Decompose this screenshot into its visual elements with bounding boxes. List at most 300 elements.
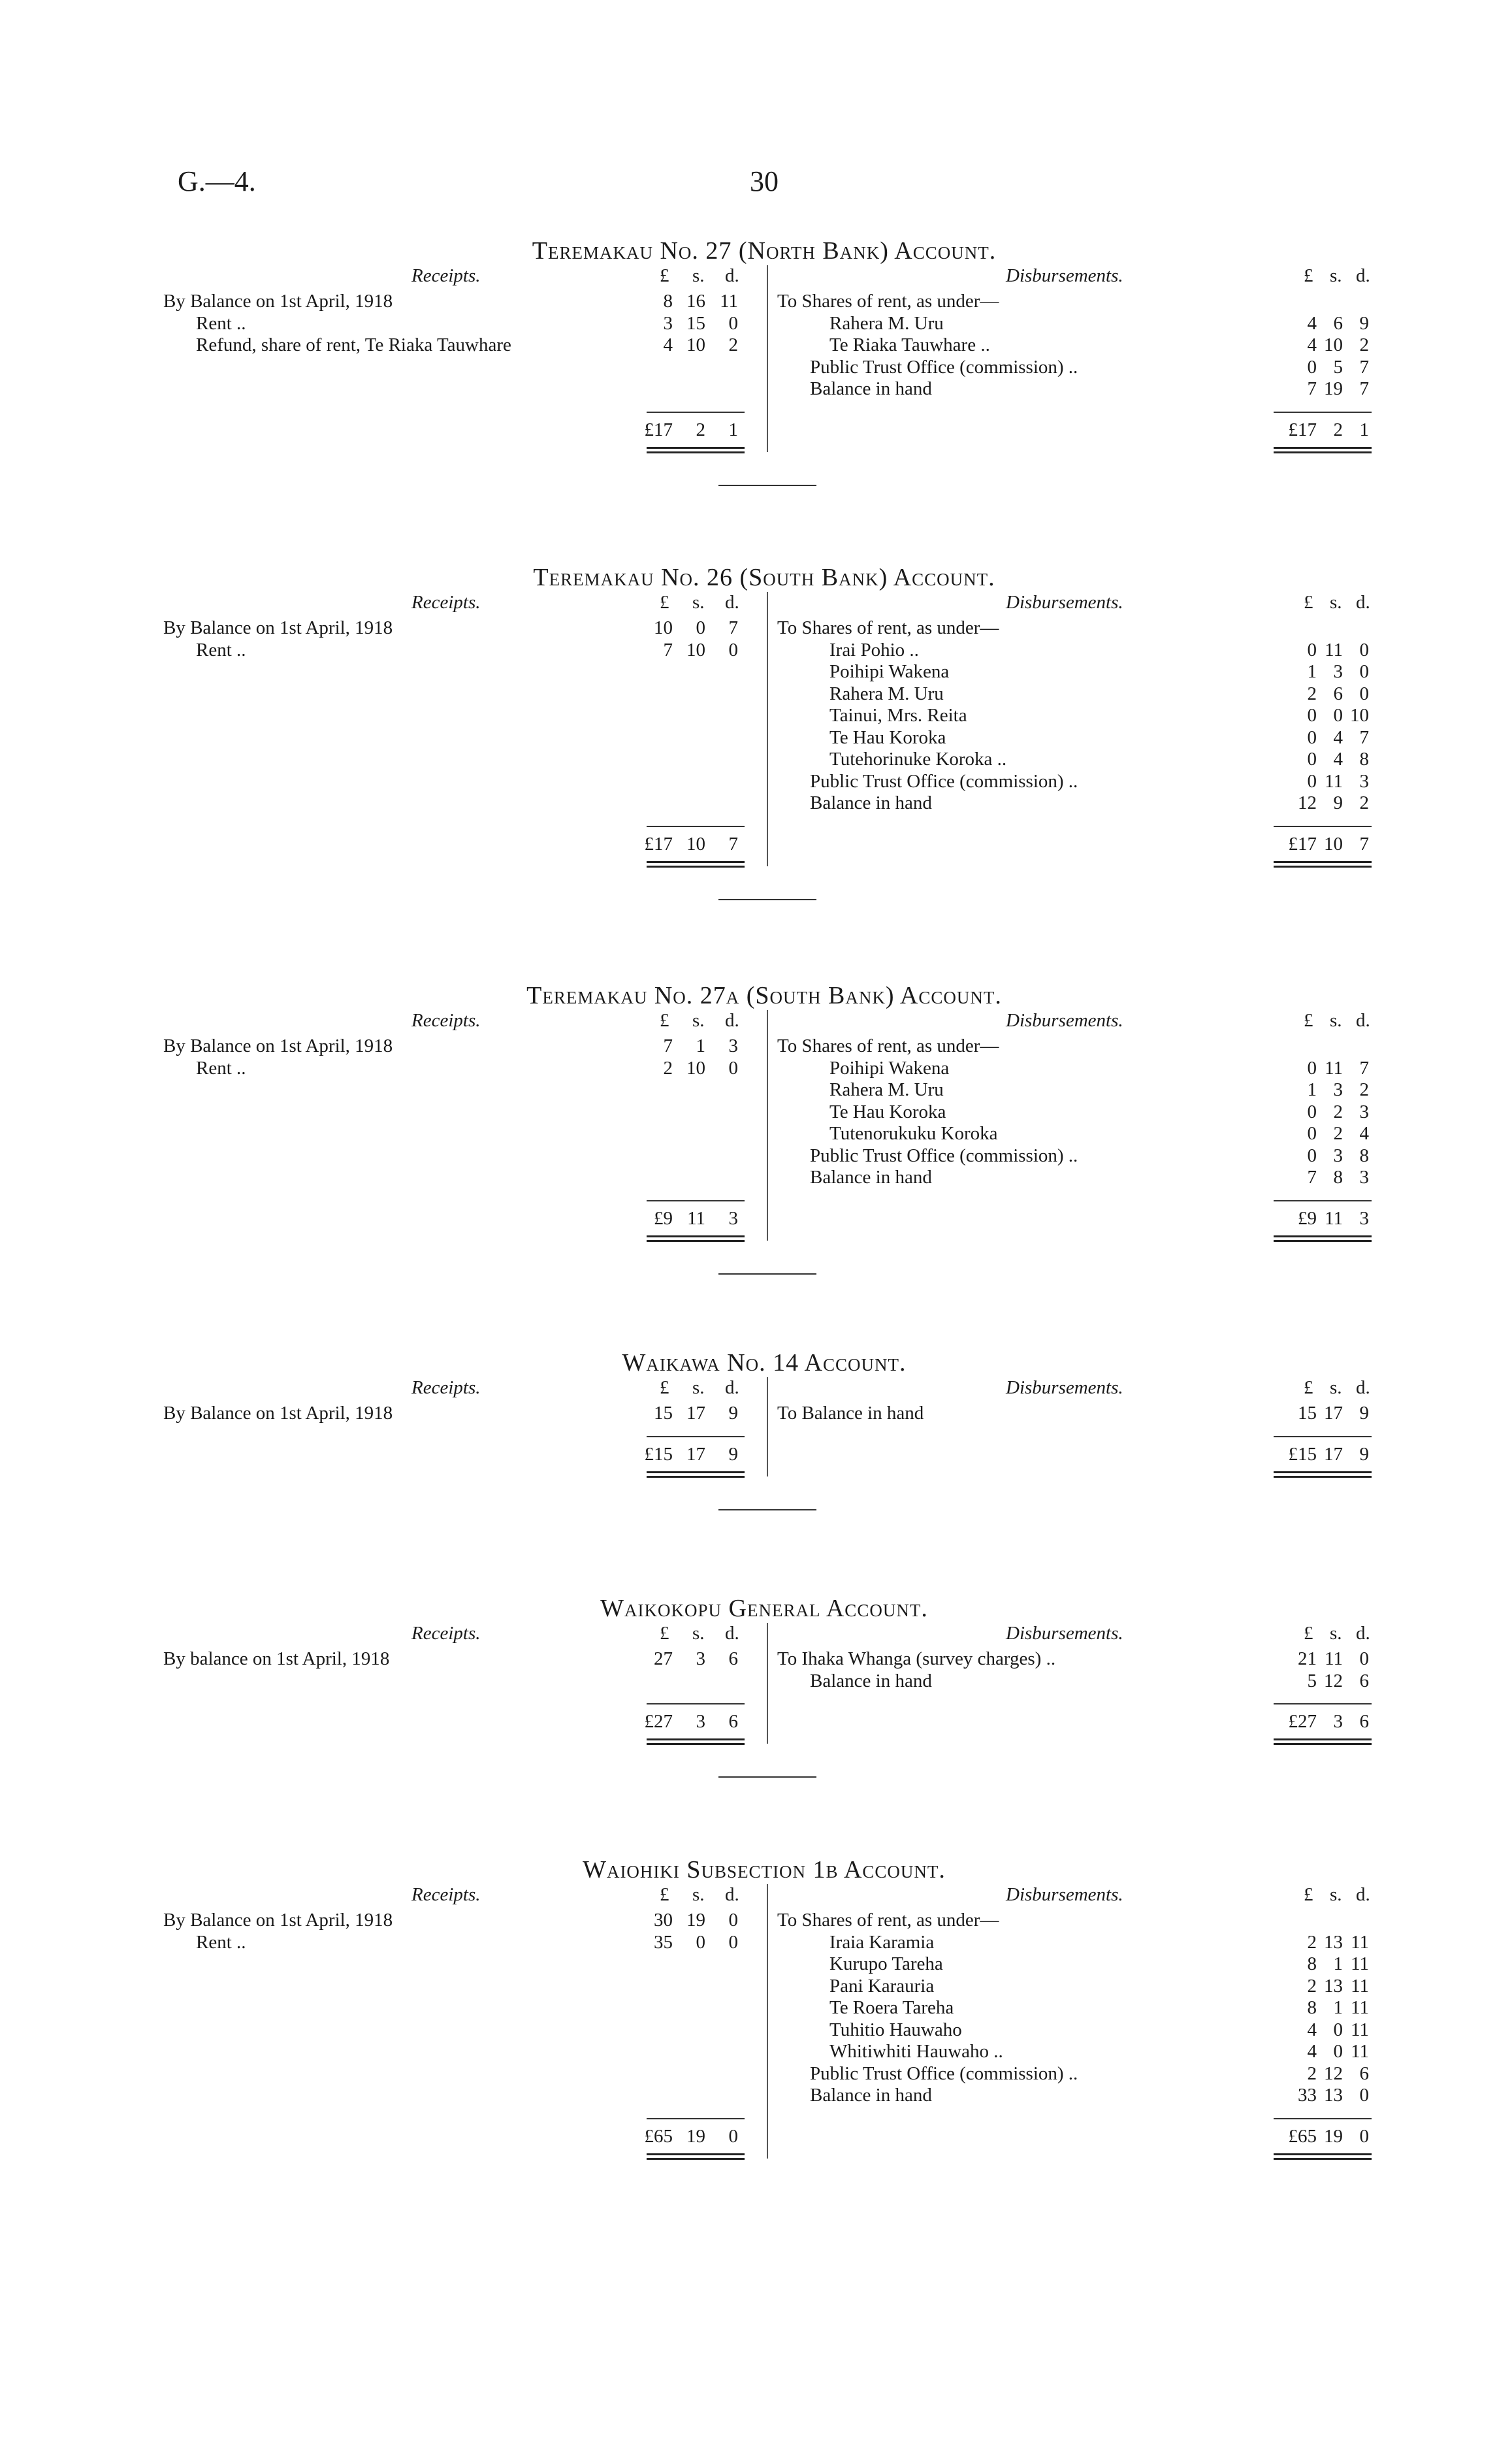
shillings-header: s. [1330, 1377, 1342, 1398]
disbursement-label: To Shares of rent, as under— [777, 617, 999, 638]
account-section [163, 981, 1370, 1229]
disbursement-row [163, 378, 1385, 400]
shillings-header: s. [692, 1010, 705, 1031]
section-separator [718, 1776, 816, 1778]
total-pounds: £9 [1298, 1207, 1317, 1229]
section-separator [718, 899, 816, 900]
subtotal-rule [1274, 412, 1372, 413]
disbursement-row [163, 334, 1385, 356]
page-number: 30 [750, 165, 779, 197]
pence-header: d. [1356, 1623, 1370, 1644]
total-pounds: £17 [644, 833, 673, 855]
receipt-label: By Balance on 1st April, 1918 [163, 1035, 393, 1056]
disbursement-row [163, 1402, 1385, 1424]
disbursement-shillings: 13 [1324, 1975, 1343, 1997]
disbursements-heading: Disbursements. [1006, 1010, 1123, 1031]
account-title: Teremakau No. 27a (South Bank) Account. [526, 982, 1002, 1009]
total-double-rule [647, 447, 745, 453]
total-pence: 0 [728, 2125, 738, 2147]
disbursement-pence: 0 [1359, 639, 1369, 660]
receipt-pence: 0 [728, 312, 738, 334]
disbursement-label: Balance in hand [810, 2085, 932, 2106]
receipt-shillings: 17 [686, 1403, 705, 1424]
disbursement-shillings: 9 [1333, 792, 1343, 813]
disbursement-row [163, 1909, 1385, 1931]
disbursement-row [163, 312, 1385, 334]
subtotal-rule [1274, 1200, 1372, 1201]
disbursement-label: To Shares of rent, as under— [777, 1035, 999, 1056]
disbursements-heading: Disbursements. [1006, 1884, 1123, 1905]
receipt-shillings: 10 [686, 334, 705, 355]
account-title: Waikawa No. 14 Account. [622, 1349, 907, 1377]
disbursement-shillings: 0 [1333, 2019, 1343, 2040]
pounds-header: £ [1304, 1377, 1313, 1398]
receipt-pence: 3 [728, 1035, 738, 1056]
total-pence: 0 [1359, 2125, 1369, 2147]
disbursement-pence: 6 [1359, 1670, 1369, 1691]
disbursement-row [163, 770, 1385, 792]
total-pounds: £9 [654, 1207, 673, 1229]
receipt-label: By Balance on 1st April, 1918 [163, 1403, 393, 1424]
disbursement-shillings: 19 [1324, 378, 1343, 399]
disbursement-pounds: 0 [1307, 1101, 1317, 1122]
disbursement-pence: 2 [1359, 792, 1369, 813]
disbursement-shillings: 6 [1333, 683, 1343, 704]
disbursement-label: Whitiwhiti Hauwaho .. [829, 2041, 1003, 2062]
disbursement-pounds: 1 [1307, 661, 1317, 682]
disbursement-shillings: 11 [1325, 1648, 1343, 1669]
total-pounds: £15 [1288, 1443, 1317, 1465]
column-divider [767, 1884, 768, 2159]
disbursement-row [163, 748, 1385, 770]
receipt-pence: 6 [728, 1648, 738, 1669]
receipt-shillings: 10 [686, 1057, 705, 1079]
receipt-pounds: 4 [663, 334, 673, 355]
section-separator [718, 1273, 816, 1275]
column-divider [767, 1010, 768, 1241]
disbursement-pence: 7 [1359, 726, 1369, 748]
shillings-header: s. [1330, 592, 1342, 613]
disbursement-shillings: 6 [1333, 312, 1343, 334]
disbursement-pounds: 2 [1307, 683, 1317, 704]
receipt-pounds: 27 [654, 1648, 673, 1669]
total-double-rule [1274, 1235, 1372, 1242]
disbursement-pounds: 0 [1307, 705, 1317, 726]
disbursement-pence: 3 [1359, 1167, 1369, 1188]
pounds-header: £ [660, 1377, 669, 1398]
disbursement-pounds: 7 [1307, 378, 1317, 399]
total-shillings: 19 [686, 2125, 705, 2147]
account-section [163, 563, 1370, 855]
disbursement-label: Irai Pohio .. [829, 639, 919, 660]
receipt-shillings: 0 [696, 617, 705, 638]
disbursement-label: Balance in hand [810, 1167, 932, 1188]
receipts-heading: Receipts. [411, 1010, 481, 1031]
pence-header: d. [1356, 1377, 1370, 1398]
pounds-header: £ [660, 265, 669, 286]
pounds-header: £ [660, 1010, 669, 1031]
receipt-pounds: 35 [654, 1931, 673, 1953]
pence-header: d. [725, 1623, 739, 1644]
disbursement-pence: 11 [1351, 2019, 1369, 2040]
total-pounds: £17 [644, 419, 673, 440]
disbursement-label: Rahera M. Uru [829, 683, 944, 704]
total-double-rule [1274, 1738, 1372, 1745]
disbursement-row [163, 617, 1385, 639]
disbursement-shillings: 13 [1324, 1931, 1343, 1953]
receipt-label: By balance on 1st April, 1918 [163, 1648, 390, 1669]
receipt-pence: 11 [720, 291, 738, 312]
receipt-shillings: 3 [696, 1648, 705, 1669]
total-double-rule [1274, 861, 1372, 868]
subtotal-rule [647, 1200, 745, 1201]
disbursement-shillings: 3 [1333, 1079, 1343, 1100]
receipt-pence: 7 [728, 617, 738, 638]
disbursement-label: Balance in hand [810, 792, 932, 813]
disbursement-shillings: 2 [1333, 1123, 1343, 1144]
total-double-rule [647, 1235, 745, 1242]
subtotal-rule [647, 1703, 745, 1704]
receipt-label: By Balance on 1st April, 1918 [163, 617, 393, 638]
disbursement-row [163, 660, 1385, 683]
pounds-header: £ [1304, 1884, 1313, 1905]
disbursement-label: Public Trust Office (commission) .. [810, 356, 1078, 378]
pence-header: d. [725, 1377, 739, 1398]
disbursement-label: Tutehorinuke Koroka .. [829, 749, 1007, 770]
total-shillings: 2 [696, 419, 705, 440]
disbursement-shillings: 13 [1324, 2085, 1343, 2106]
receipt-pounds: 15 [654, 1403, 673, 1424]
disbursement-label: To Shares of rent, as under— [777, 291, 999, 312]
receipt-label: Rent .. [196, 312, 246, 334]
pounds-header: £ [660, 592, 669, 613]
section-separator [718, 485, 816, 486]
disbursement-shillings: 4 [1333, 726, 1343, 748]
disbursement-row [163, 1145, 1385, 1167]
total-shillings: 3 [1333, 1711, 1343, 1732]
account-title: Teremakau No. 26 (South Bank) Account. [533, 564, 995, 591]
disbursement-label: To Shares of rent, as under— [777, 1910, 999, 1931]
receipt-pounds: 2 [663, 1057, 673, 1079]
disbursement-pence: 9 [1359, 312, 1369, 334]
total-shillings: 11 [687, 1207, 705, 1229]
disbursement-pence: 0 [1359, 661, 1369, 682]
subtotal-rule [1274, 1436, 1372, 1437]
receipts-heading: Receipts. [411, 1377, 481, 1398]
total-pence: 3 [728, 1207, 738, 1229]
disbursement-shillings: 12 [1324, 1670, 1343, 1691]
total-pounds: £65 [644, 2125, 673, 2147]
disbursement-pounds: 4 [1307, 334, 1317, 355]
disbursement-pounds: 8 [1307, 1953, 1317, 1974]
account-title: Waikokopu General Account. [600, 1595, 928, 1622]
disbursement-row [163, 356, 1385, 378]
disbursement-pence: 0 [1359, 2085, 1369, 2106]
total-double-rule [647, 2153, 745, 2160]
disbursement-row [163, 1997, 1385, 2019]
disbursement-pounds: 2 [1307, 1975, 1317, 1997]
disbursement-shillings: 2 [1333, 1101, 1343, 1122]
receipts-heading: Receipts. [411, 592, 481, 613]
disbursement-pence: 11 [1351, 2041, 1369, 2062]
disbursement-label: Te Roera Tareha [829, 1997, 954, 2018]
disbursement-pounds: 8 [1307, 1997, 1317, 2018]
total-pence: 6 [1359, 1711, 1369, 1732]
disbursement-pounds: 2 [1307, 2063, 1317, 2084]
disbursement-label: Balance in hand [810, 1670, 932, 1691]
receipt-shillings: 10 [686, 639, 705, 660]
column-divider [767, 592, 768, 866]
receipt-pounds: 8 [663, 291, 673, 312]
disbursement-label: Kurupo Tareha [829, 1953, 943, 1974]
total-double-rule [1274, 1471, 1372, 1478]
disbursement-pence: 6 [1359, 2063, 1369, 2084]
pence-header: d. [725, 265, 739, 286]
disbursement-pence: 0 [1359, 683, 1369, 704]
subtotal-rule [1274, 2118, 1372, 2119]
disbursement-row [163, 1670, 1385, 1692]
total-pence: 1 [728, 419, 738, 440]
total-shillings: 3 [696, 1711, 705, 1732]
total-pence: 1 [1359, 419, 1369, 440]
disbursement-pounds: 7 [1307, 1167, 1317, 1188]
disbursement-label: Poihipi Wakena [829, 1057, 950, 1079]
page-ref: G.—4. [178, 165, 256, 197]
receipts-heading: Receipts. [411, 1884, 481, 1905]
disbursement-row [163, 2040, 1385, 2063]
disbursement-pence: 10 [1350, 705, 1369, 726]
pence-header: d. [1356, 592, 1370, 613]
receipt-pounds: 7 [663, 1035, 673, 1056]
disbursement-pounds: 21 [1298, 1648, 1317, 1669]
disbursement-shillings: 17 [1324, 1403, 1343, 1424]
disbursement-pence: 11 [1351, 1931, 1369, 1953]
disbursement-pounds: 0 [1307, 1123, 1317, 1144]
receipt-label: Rent .. [196, 1931, 246, 1953]
disbursement-pounds: 0 [1307, 639, 1317, 660]
disbursement-pence: 7 [1359, 1057, 1369, 1079]
total-double-rule [1274, 2153, 1372, 2160]
disbursement-label: Rahera M. Uru [829, 312, 944, 334]
disbursement-shillings: 0 [1333, 2041, 1343, 2062]
disbursements-heading: Disbursements. [1006, 1623, 1123, 1644]
disbursement-pounds: 2 [1307, 1931, 1317, 1953]
total-shillings: 10 [686, 833, 705, 855]
disbursement-label: Tuhitio Hauwaho [829, 2019, 962, 2040]
receipt-shillings: 15 [686, 312, 705, 334]
disbursement-shillings: 11 [1325, 1057, 1343, 1079]
disbursement-row [163, 1079, 1385, 1101]
receipt-pounds: 3 [663, 312, 673, 334]
disbursement-row [163, 1975, 1385, 1997]
disbursement-pounds: 33 [1298, 2085, 1317, 2106]
disbursement-row [163, 704, 1385, 726]
disbursement-shillings: 5 [1333, 356, 1343, 378]
total-pounds: £15 [644, 1443, 673, 1465]
total-pounds: £27 [1288, 1711, 1317, 1732]
receipts-heading: Receipts. [411, 265, 481, 286]
account-title: Teremakau No. 27 (North Bank) Account. [532, 237, 997, 265]
disbursement-pence: 11 [1351, 1975, 1369, 1997]
disbursement-pence: 2 [1359, 1079, 1369, 1100]
disbursement-label: To Ihaka Whanga (survey charges) .. [777, 1648, 1056, 1669]
disbursement-row [163, 1953, 1385, 1975]
disbursement-pounds: 0 [1307, 356, 1317, 378]
disbursement-label: Tutenorukuku Koroka [829, 1123, 998, 1144]
disbursement-pounds: 5 [1307, 1670, 1317, 1691]
total-double-rule [647, 1738, 745, 1745]
shillings-header: s. [1330, 1623, 1342, 1644]
total-pounds: £65 [1288, 2125, 1317, 2147]
pence-header: d. [1356, 1010, 1370, 1031]
shillings-header: s. [1330, 1884, 1342, 1905]
pence-header: d. [725, 1884, 739, 1905]
disbursement-row [163, 683, 1385, 705]
disbursement-shillings: 0 [1333, 705, 1343, 726]
disbursement-pence: 9 [1359, 1403, 1369, 1424]
pounds-header: £ [1304, 1623, 1313, 1644]
disbursement-label: Public Trust Office (commission) .. [810, 2063, 1078, 2084]
disbursement-pence: 3 [1359, 1101, 1369, 1122]
disbursement-row [163, 1931, 1385, 1953]
total-pounds: £27 [644, 1711, 673, 1732]
disbursement-row [163, 1035, 1385, 1057]
pounds-header: £ [1304, 592, 1313, 613]
disbursement-shillings: 8 [1333, 1167, 1343, 1188]
total-pounds: £17 [1288, 833, 1317, 855]
receipt-pounds: 30 [654, 1910, 673, 1931]
shillings-header: s. [1330, 1010, 1342, 1031]
disbursement-row [163, 1122, 1385, 1145]
shillings-header: s. [692, 1884, 705, 1905]
account-section [163, 1855, 1370, 2147]
disbursement-row [163, 792, 1385, 814]
total-pence: 7 [728, 833, 738, 855]
total-pounds: £17 [1288, 419, 1317, 440]
disbursement-row [163, 726, 1385, 749]
subtotal-rule [647, 1436, 745, 1437]
pounds-header: £ [1304, 1010, 1313, 1031]
shillings-header: s. [692, 1377, 705, 1398]
total-pence: 9 [728, 1443, 738, 1465]
disbursement-label: Public Trust Office (commission) .. [810, 770, 1078, 792]
disbursement-label: Tainui, Mrs. Reita [829, 705, 967, 726]
section-separator [718, 1509, 816, 1510]
total-pence: 7 [1359, 833, 1369, 855]
total-double-rule [647, 1471, 745, 1478]
total-shillings: 17 [1324, 1443, 1343, 1465]
receipt-label: By Balance on 1st April, 1918 [163, 291, 393, 312]
disbursement-pence: 8 [1359, 1145, 1369, 1166]
disbursement-pounds: 0 [1307, 726, 1317, 748]
receipt-pounds: 10 [654, 617, 673, 638]
disbursement-row [163, 1648, 1385, 1670]
disbursement-label: Te Hau Koroka [829, 1101, 946, 1122]
pence-header: d. [1356, 1884, 1370, 1905]
disbursement-pence: 4 [1359, 1123, 1369, 1144]
receipt-pence: 0 [728, 639, 738, 660]
disbursement-row [163, 639, 1385, 661]
shillings-header: s. [692, 265, 705, 286]
disbursement-pence: 0 [1359, 1648, 1369, 1669]
total-shillings: 2 [1333, 419, 1343, 440]
disbursement-row [163, 1057, 1385, 1079]
disbursement-pence: 7 [1359, 378, 1369, 399]
disbursement-label: Public Trust Office (commission) .. [810, 1145, 1078, 1166]
receipt-shillings: 0 [696, 1931, 705, 1953]
account-title: Waiohiki Subsection 1b Account. [583, 1856, 946, 1883]
column-divider [767, 265, 768, 452]
disbursement-pence: 2 [1359, 334, 1369, 355]
subtotal-rule [647, 2118, 745, 2119]
disbursement-shillings: 10 [1324, 334, 1343, 355]
column-divider [767, 1623, 768, 1744]
column-divider [767, 1377, 768, 1476]
disbursement-pounds: 0 [1307, 749, 1317, 770]
disbursement-row [163, 2084, 1385, 2106]
total-shillings: 17 [686, 1443, 705, 1465]
disbursement-pounds: 0 [1307, 1145, 1317, 1166]
receipt-shillings: 1 [696, 1035, 705, 1056]
disbursement-label: Poihipi Wakena [829, 661, 950, 682]
disbursements-heading: Disbursements. [1006, 265, 1123, 286]
disbursement-shillings: 4 [1333, 749, 1343, 770]
disbursement-pounds: 4 [1307, 2019, 1317, 2040]
disbursement-row [163, 290, 1385, 312]
total-pence: 3 [1359, 1207, 1369, 1229]
total-shillings: 10 [1324, 833, 1343, 855]
shillings-header: s. [692, 1623, 705, 1644]
receipt-label: Rent .. [196, 1057, 246, 1079]
receipt-pence: 0 [728, 1057, 738, 1079]
subtotal-rule [647, 826, 745, 827]
disbursement-label: Te Hau Koroka [829, 726, 946, 748]
subtotal-rule [1274, 1703, 1372, 1704]
disbursement-shillings: 11 [1325, 770, 1343, 792]
pounds-header: £ [660, 1623, 669, 1644]
total-double-rule [647, 861, 745, 868]
disbursement-pence: 7 [1359, 356, 1369, 378]
disbursement-pence: 3 [1359, 770, 1369, 792]
account-section [163, 1348, 1370, 1564]
disbursement-row [163, 2063, 1385, 2085]
disbursement-pence: 11 [1351, 1953, 1369, 1974]
disbursement-pence: 11 [1351, 1997, 1369, 2018]
pounds-header: £ [660, 1884, 669, 1905]
account-section [163, 236, 1370, 452]
disbursement-label: Te Riaka Tauwhare .. [829, 334, 990, 355]
disbursement-shillings: 3 [1333, 1145, 1343, 1166]
total-pence: 9 [1359, 1443, 1369, 1465]
receipt-pence: 0 [728, 1910, 738, 1931]
disbursements-heading: Disbursements. [1006, 1377, 1123, 1398]
receipt-label: Rent .. [196, 639, 246, 660]
total-double-rule [1274, 447, 1372, 453]
receipt-pounds: 7 [663, 639, 673, 660]
disbursement-shillings: 1 [1333, 1997, 1343, 2018]
disbursement-pounds: 0 [1307, 770, 1317, 792]
total-shillings: 19 [1324, 2125, 1343, 2147]
pounds-header: £ [1304, 265, 1313, 286]
shillings-header: s. [692, 592, 705, 613]
disbursement-pounds: 12 [1298, 792, 1317, 813]
disbursement-shillings: 3 [1333, 661, 1343, 682]
disbursement-pounds: 15 [1298, 1403, 1317, 1424]
disbursement-label: Iraia Karamia [829, 1931, 935, 1953]
disbursement-pounds: 4 [1307, 2041, 1317, 2062]
receipts-heading: Receipts. [411, 1623, 481, 1644]
subtotal-rule [1274, 826, 1372, 827]
